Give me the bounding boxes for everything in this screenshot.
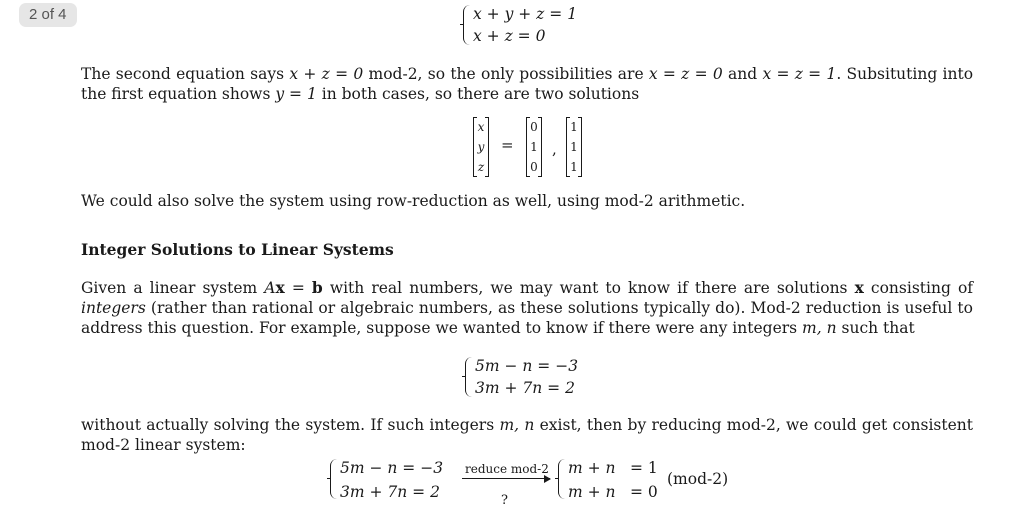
text: = [284,279,312,297]
equation-system-1 [463,4,583,48]
text: without actually solving the system. If such integers [81,416,500,434]
equation-lhs: m + n [568,459,616,477]
text: such that [836,319,915,337]
text: mod-2, so the only possibilities are [363,65,649,83]
math: y = 1 [275,85,317,103]
equation: x + y + z = 1 [473,5,578,23]
vector-entry: x [477,120,485,134]
mod-label: (mod-2) [667,470,729,488]
math: A [264,279,276,297]
emphasis: integers [81,299,146,317]
reduce-arrow [462,478,550,479]
math-bold: x [275,278,285,297]
left-brace [465,357,473,397]
math: x + z = 0 [289,65,364,83]
equation-system-3 [330,458,460,502]
paragraph: We could also solve the system using row-reduction as well, using mod-2 arithmetic. [81,192,746,210]
page-indicator: 2 of 4 [19,3,77,27]
math: m, n [499,416,535,434]
arrow-label: reduce mod-2 [465,462,549,476]
equation-rhs: = 0 [630,483,658,501]
text: (rather than rational or algebraic numbers, as these solutions typically do). Mod-2 reduction is useful to address this question. For example, suppose we wanted to know if there were any integers [81,299,973,337]
section-heading: Integer Solutions to Linear Systems [81,240,394,259]
text: in both cases, so there are two solutions [316,85,640,103]
text: and [722,65,763,83]
vector-entry: 0 [530,160,538,174]
equation: 5m − n = −3 [340,459,444,477]
text: The second equation says [81,65,290,83]
variable-vector [473,117,489,177]
equation-system-4 [558,458,663,502]
solution-vector-2 [566,117,582,177]
equals-sign: = [501,136,514,154]
math: x = z = 1 [762,65,837,83]
equation: x + z = 0 [473,27,546,45]
equation: 3m + 7n = 2 [475,379,575,397]
vector-entry: y [477,140,485,154]
equation: 3m + 7n = 2 [340,483,440,501]
vector-entry: 1 [530,140,538,154]
equation-lhs: m + n [568,483,616,501]
paragraph [81,415,973,455]
arrow-footer: ? [501,493,508,508]
math-bold: x [854,278,864,297]
vector-entry: 1 [570,120,578,134]
comma: , [552,140,557,158]
math-bold: b [311,278,323,297]
left-brace [558,459,566,499]
vector-entry: 1 [570,160,578,174]
vector-entry: 0 [530,120,538,134]
solution-vector-1 [526,117,542,177]
vector-entry: z [477,160,485,174]
left-brace [463,5,471,45]
text: exist, then by reducing mod-2, we could get consistent mod-2 linear system: [81,416,973,454]
paragraph [81,278,973,338]
equation-system-2 [465,356,595,400]
text: with real numbers, we may want to know if there are solutions [322,279,855,297]
math: m, n [802,319,837,337]
equation: 5m − n = −3 [475,357,579,375]
vector-entry: 1 [570,140,578,154]
text: Given a linear system [81,279,265,297]
math: x = z = 0 [648,65,723,83]
text: consisting of [863,279,974,297]
text: . Subsituting into the first equation shows [81,65,974,103]
paragraph [81,64,973,104]
equation-rhs: = 1 [630,459,658,477]
left-brace [330,459,338,499]
